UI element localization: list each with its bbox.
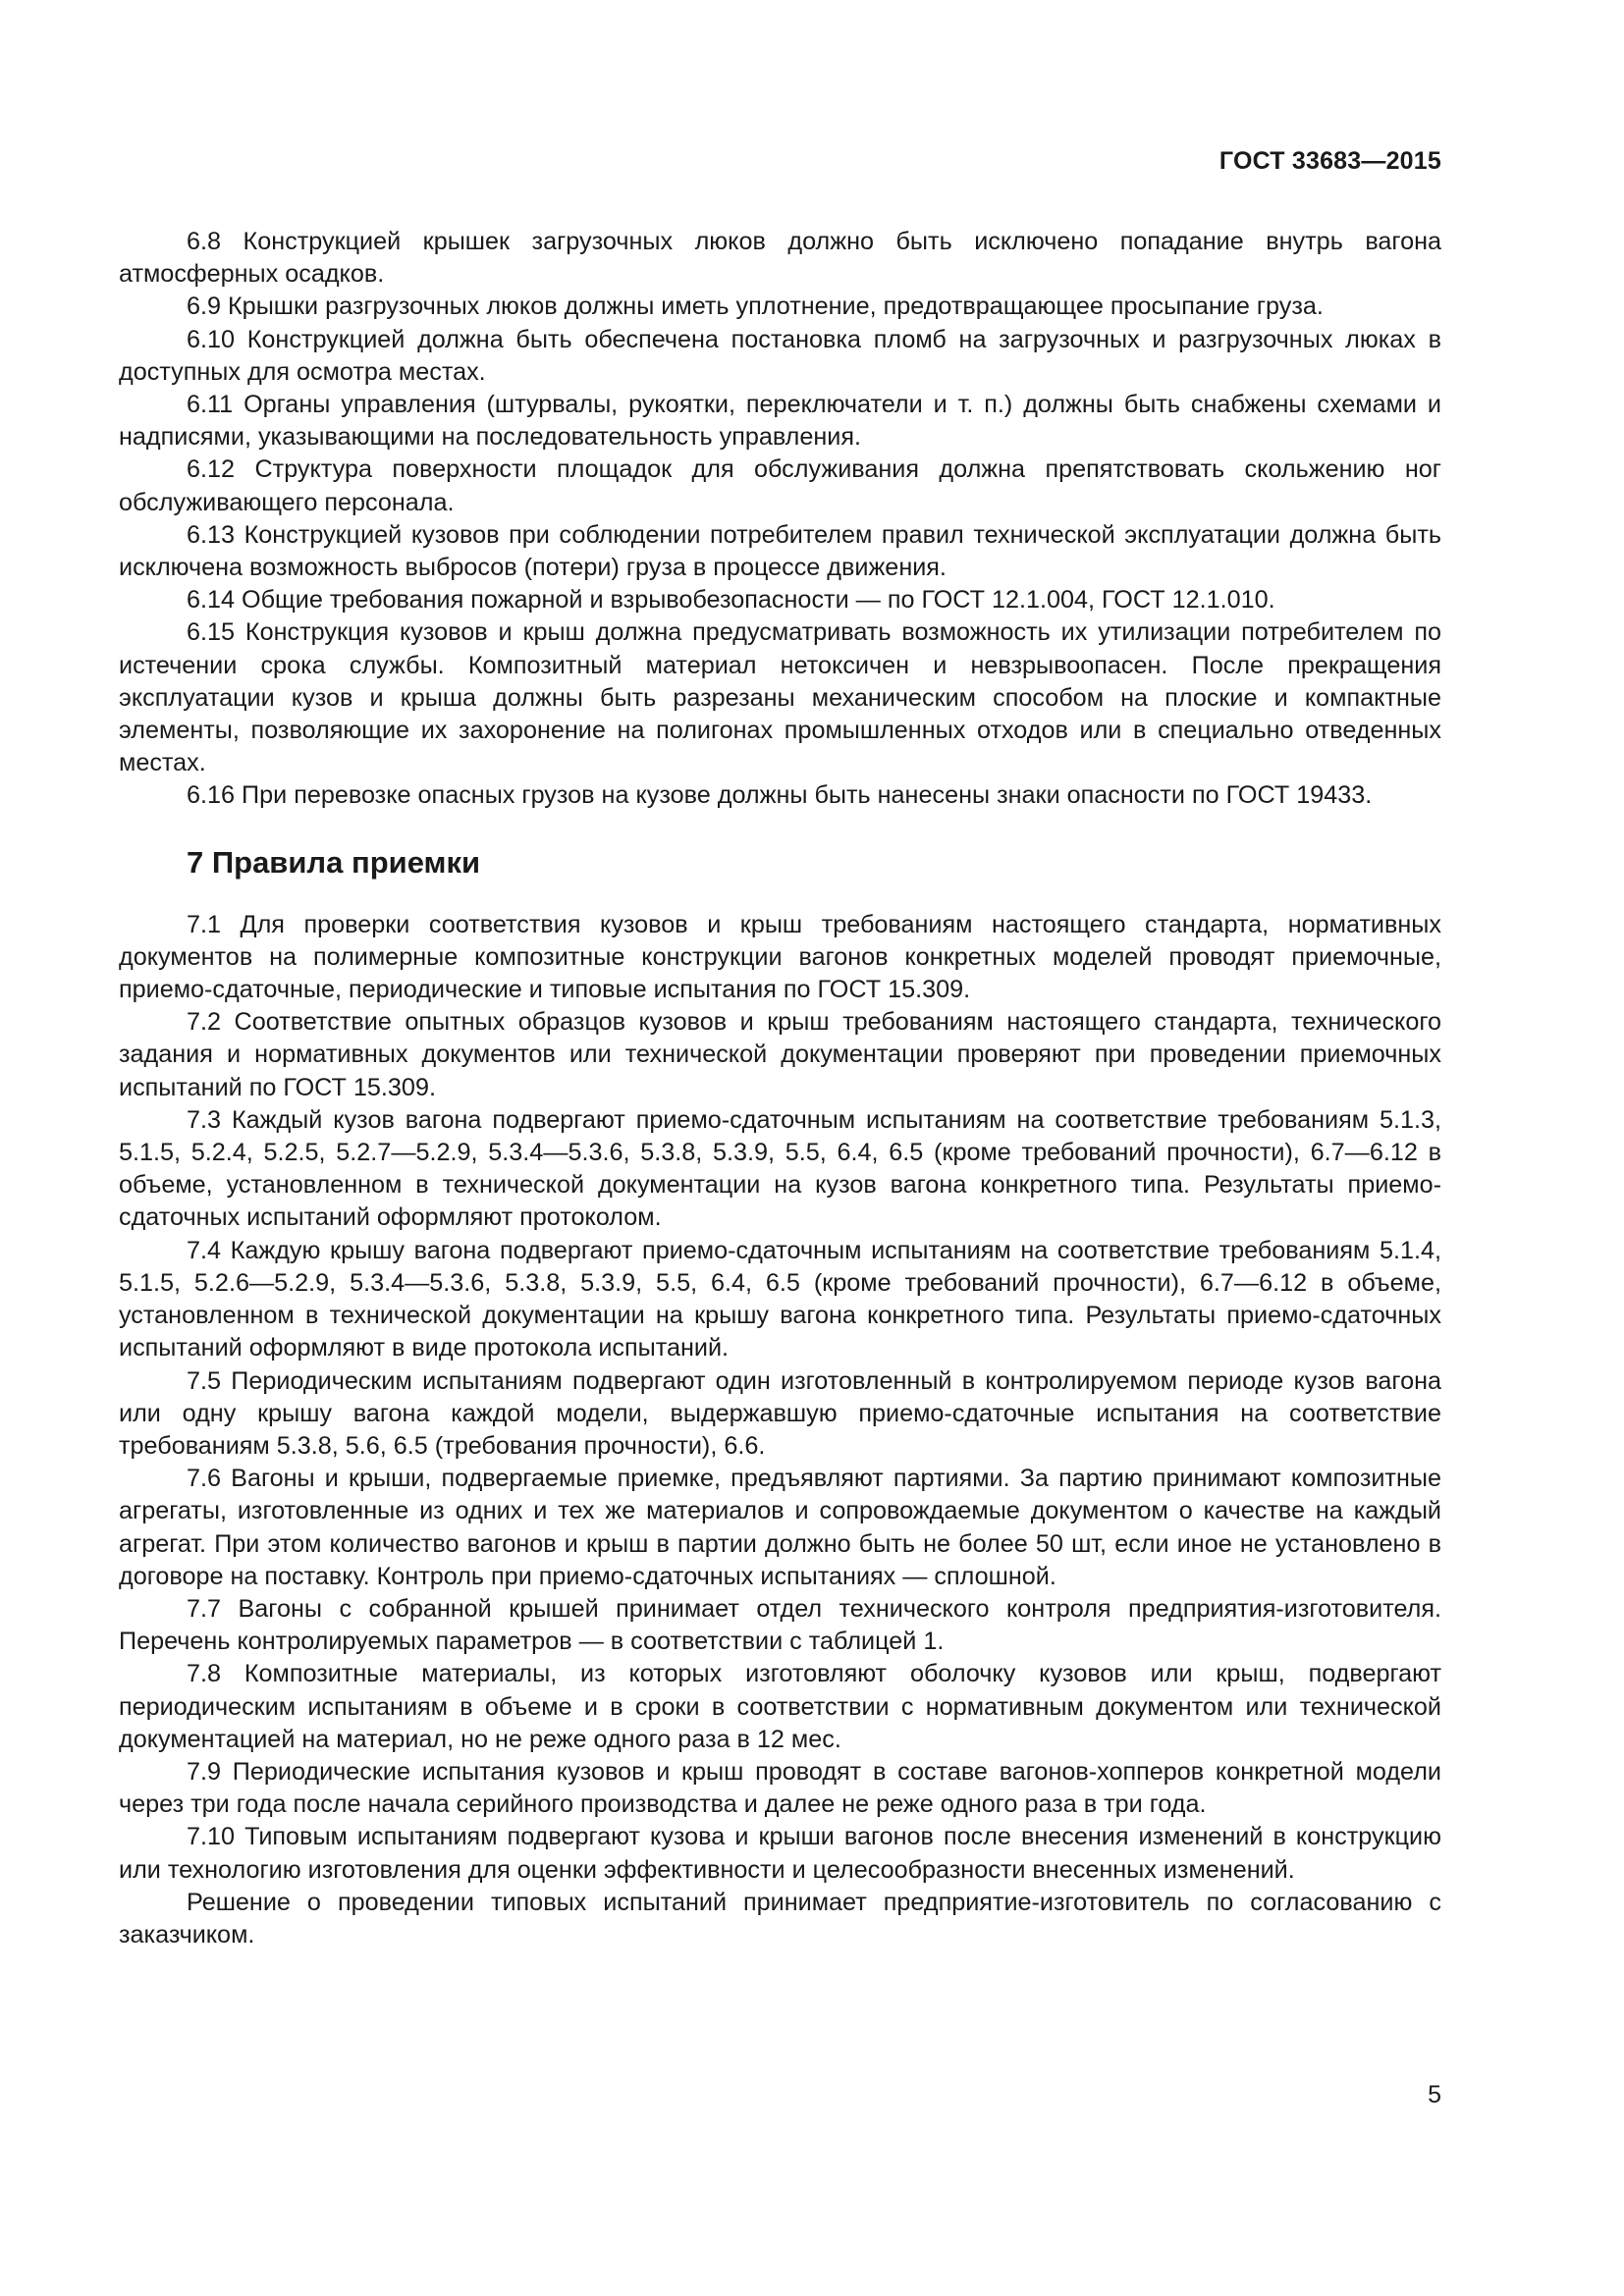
- paragraph: Решение о проведении типовых испытаний принимает предприятие-изготовитель по согласованию с заказчиком.: [119, 1888, 1441, 1949]
- paragraph: 6.16 При перевозке опасных грузов на кузове должны быть нанесены знаки опасности по ГОСТ 19433.: [187, 781, 1373, 810]
- document-body: [119, 226, 1441, 1951]
- paragraph: 7.3 Каждый кузов вагона подвергают приемо-сдаточным испытаниям на соответствие требованиям 5.1.3, 5.1.5, 5.2.4, 5.2.5, 5.2.7—5.2.9, 5.3.4—5.3.6, 5.3.8, 5.3.9, 5.5, 6.4, 6.5 (кроме требований прочности), 6.7—6.12 в объеме, установленном в технической документации на кузов вагона конкретного типа. Результаты приемо-сдаточных испытаний оформляют протоколом.: [119, 1105, 1441, 1232]
- paragraph: 7.2 Соответствие опытных образцов кузовов и крыш требованиям настоящего стандарта, технического задания и нормативных документов или технической документации проверяют при проведении приемочных испытаний по ГОСТ 15.309.: [119, 1008, 1441, 1101]
- section-title: 7 Правила приемки: [187, 844, 481, 880]
- paragraph: 6.11 Органы управления (штурвалы, рукоятки, переключатели и т. п.) должны быть снабжены схемами и надписями, указывающими на последовательность управления.: [119, 391, 1441, 452]
- section-7: [119, 909, 1441, 1952]
- paragraph: 7.8 Композитные материалы, из которых изготовляют оболочку кузовов или крыш, подвергают периодическим испытаниям в объеме и в сроки в соответствии с нормативным документом или технической документацией на материал, но не реже одного раза в 12 мес.: [119, 1660, 1441, 1753]
- paragraph: 6.8 Конструкцией крышек загрузочных люков должно быть исключено попадание внутрь вагона атмосферных осадков.: [119, 228, 1441, 289]
- paragraph: 7.4 Каждую крышу вагона подвергают приемо-сдаточным испытаниям на соответствие требованиям 5.1.4, 5.1.5, 5.2.6—5.2.9, 5.3.4—5.3.6, 5.3.8, 5.3.9, 5.5, 6.4, 6.5 (кроме требований прочности), 6.7—6.12 в объеме, установленном в технической документации на крышу вагона конкретного типа. Результаты приемо-сдаточных испытаний оформляют в виде протокола испытаний.: [119, 1236, 1441, 1362]
- document-code: ГОСТ 33683—2015: [1218, 147, 1441, 175]
- page-number: 5: [1428, 2081, 1441, 2109]
- paragraph: 7.7 Вагоны с собранной крышей принимает отдел технического контроля предприятия-изготовителя. Перечень контролируемых параметров — в соответствии с таблицей 1.: [119, 1594, 1441, 1656]
- paragraph: 6.9 Крышки разгрузочных люков должны иметь уплотнение, предотвращающее просыпание груза.: [187, 293, 1324, 321]
- section-6-continued: [119, 226, 1441, 813]
- paragraph: 6.10 Конструкцией должна быть обеспечена постановка пломб на загрузочных и разгрузочных люках в доступных для осмотра местах.: [119, 325, 1441, 386]
- paragraph: 7.5 Периодическим испытаниям подвергают один изготовленный в контролируемом периоде кузов вагона или одну крышу вагона каждой модели, выдержавшую приемо-сдаточные испытания на соответствие требованиям 5.3.8, 5.6, 6.5 (требования прочности), 6.6.: [119, 1366, 1441, 1460]
- paragraph: 7.9 Периодические испытания кузовов и крыш проводят в составе вагонов-хопперов конкретной модели через три года после начала серийного производства и далее не реже одного раза в три года.: [119, 1757, 1441, 1819]
- paragraph: 6.14 Общие требования пожарной и взрывобезопасности — по ГОСТ 12.1.004, ГОСТ 12.1.010.: [187, 586, 1275, 614]
- paragraph: 6.12 Структура поверхности площадок для обслуживания должна препятствовать скольжению ног обслуживающего персонала.: [119, 455, 1441, 516]
- paragraph: 6.13 Конструкцией кузовов при соблюдении потребителем правил технической эксплуатации должна быть исключена возможность выбросов (потери) груза в процессе движения.: [119, 520, 1441, 582]
- paragraph: 7.1 Для проверки соответствия кузовов и крыш требованиям настоящего стандарта, нормативных документов на полимерные композитные конструкции вагонов конкретных моделей проводят приемочные, приемо-сдаточные, периодические и типовые испытания по ГОСТ 15.309.: [119, 910, 1441, 1004]
- paragraph: 7.10 Типовым испытаниям подвергают кузова и крыши вагонов после внесения изменений в конструкцию или технологию изготовления для оценки эффективности и целесообразности внесенных изменений.: [119, 1823, 1441, 1884]
- paragraph: 6.15 Конструкция кузовов и крыш должна предусматривать возможность их утилизации потребителем по истечении срока службы. Композитный материал нетоксичен и невзрывоопасен. После прекращения эксплуатации кузов и крыша должны быть разрезаны механическим способом на плоские и компактные элементы, позволяющие их захоронение на полигонах промышленных отходов или в специально отведенных местах.: [119, 618, 1441, 777]
- paragraph: 7.6 Вагоны и крыши, подвергаемые приемке, предъявляют партиями. За партию принимают композитные агрегаты, изготовленные из одних и тех же материалов и сопровождаемые документом о качестве на каждый агрегат. При этом количество вагонов и крыш в партии должно быть не более 50 шт, если иное не установлено в договоре на поставку. Контроль при приемо-сдаточных испытаниях — сплошной.: [119, 1465, 1441, 1590]
